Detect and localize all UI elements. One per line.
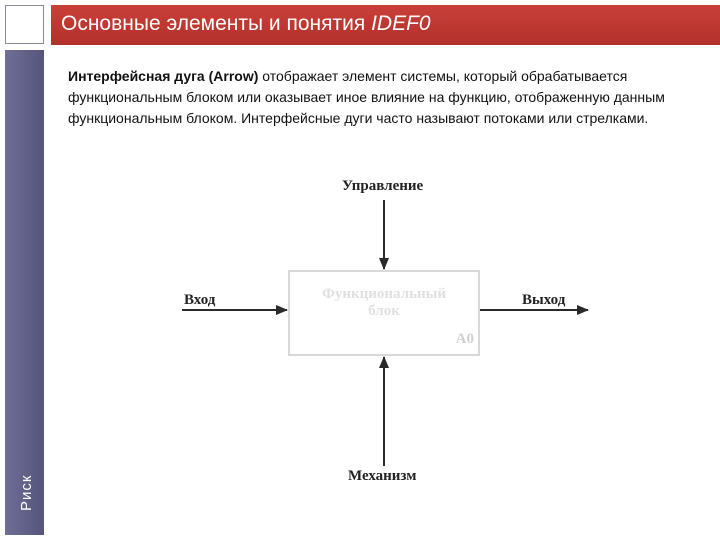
function-block xyxy=(288,270,480,356)
page-title-main: Основные элементы и понятия xyxy=(61,12,372,35)
idef0-diagram xyxy=(170,170,600,500)
input-label: Вход xyxy=(184,292,216,308)
page-title xyxy=(61,12,431,36)
output-label: Выход xyxy=(522,292,566,308)
sidebar xyxy=(5,50,44,535)
function-block-line2: блок xyxy=(368,303,400,319)
corner-box xyxy=(5,5,44,44)
function-block-line1: Функциональный xyxy=(321,286,447,302)
term-arrow: Интерфейсная дуга (Arrow) xyxy=(68,68,259,84)
header-bar xyxy=(50,5,720,45)
function-block-name xyxy=(290,286,478,320)
mechanism-label: Механизм xyxy=(348,468,417,484)
sidebar-label: Риск xyxy=(18,474,35,511)
page-title-accent: IDEF0 xyxy=(371,12,431,35)
function-block-id: A0 xyxy=(455,331,474,347)
control-label: Управление xyxy=(342,178,424,194)
description-paragraph xyxy=(68,66,698,129)
description-text: отображает элемент системы, который обрабатывается функциональным блоком или оказывает иное влияние на функцию, отображенную данным функциональным блоком. Интерфейсные дуги часто называют потоками или стрелками. xyxy=(68,68,665,126)
